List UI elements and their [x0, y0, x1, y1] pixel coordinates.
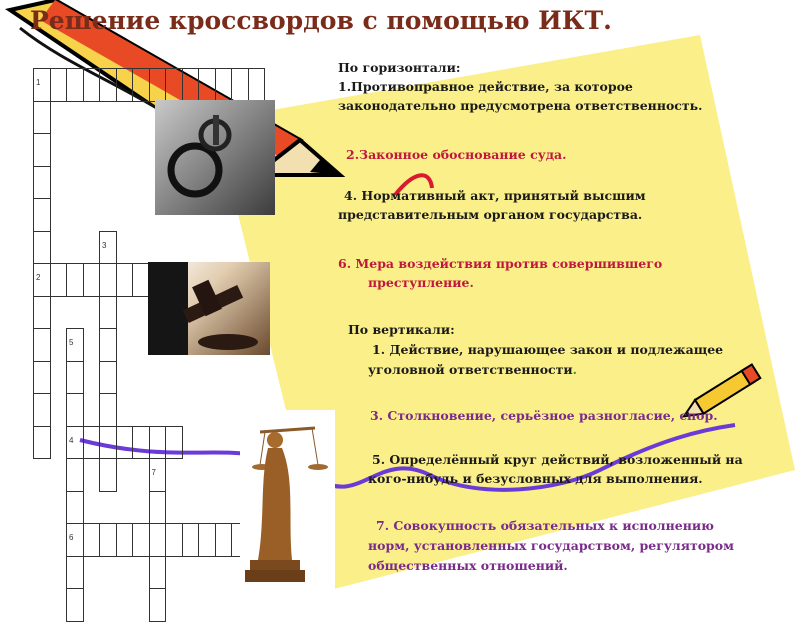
- down-clue-1-line2-text: уголовной ответственности: [368, 362, 573, 377]
- crossword-cell: [50, 263, 68, 297]
- crossword-cell: [33, 393, 51, 427]
- crossword-cell: [66, 393, 84, 427]
- crossword-cell: [66, 491, 84, 525]
- crossword-number: 6: [69, 533, 74, 542]
- down-clue-7-line1: 7. Совокупность обязательных к исполнению: [376, 518, 714, 533]
- across-clue-4-line2: представительным органом государства.: [338, 207, 643, 222]
- crossword-cell: [99, 68, 117, 102]
- crossword-cell: [149, 68, 167, 102]
- themis-statue-photo: [240, 410, 335, 595]
- crossword-number: 2: [36, 273, 41, 282]
- across-clue-4-line1: 4. Нормативный акт, принятый высшим: [344, 188, 646, 203]
- crossword-number: 5: [69, 338, 74, 347]
- across-heading: По горизонтали:: [338, 60, 461, 75]
- crossword-cell: [99, 361, 117, 395]
- crossword-cell: [116, 523, 134, 557]
- crossword-number: 7: [151, 468, 156, 477]
- handcuffs-photo: [155, 100, 275, 215]
- crossword-cell: [83, 263, 101, 297]
- crossword-cell: [182, 523, 200, 557]
- across-clue-1-line2: законодательно предусмотрена ответственность.: [338, 98, 703, 113]
- crossword-cell: [231, 68, 249, 102]
- crossword-cell: [33, 198, 51, 232]
- crossword-cell: [99, 523, 117, 557]
- crossword-cell: [66, 458, 84, 492]
- crossword-cell: [33, 133, 51, 167]
- crossword-cell: [33, 231, 51, 265]
- crossword-cell: [99, 296, 117, 330]
- down-clue-1-tail: .: [572, 362, 578, 377]
- crossword-number: 4: [69, 435, 74, 445]
- down-clue-1-line1: 1. Действие, нарушающее закон и подлежащее: [372, 342, 724, 357]
- crossword-cell: [182, 68, 200, 102]
- down-clue-7-line2: норм, установленных государством, регулятором: [368, 538, 734, 553]
- crossword-cell: [149, 523, 167, 557]
- across-clue-1-line1: 1.Противоправное действие, за которое: [338, 79, 633, 94]
- crossword-cell: [198, 68, 216, 102]
- crossword-cell: [99, 393, 117, 427]
- down-clue-3: 3. Столкновение, серьёзное разногласие, спор.: [370, 408, 718, 423]
- crossword-cell: [99, 328, 117, 362]
- crossword-cell: [33, 101, 51, 135]
- crossword-cell: [50, 68, 68, 102]
- crossword-cell: [83, 523, 101, 557]
- down-heading: По вертикали:: [348, 322, 455, 337]
- across-clue-6-line2: преступление.: [368, 275, 474, 290]
- crossword-cell: [99, 426, 117, 460]
- crossword-cell: [83, 426, 101, 460]
- crossword-cell: [198, 523, 216, 557]
- crossword-cell: [215, 523, 233, 557]
- crossword-cell: [33, 166, 51, 200]
- crossword-cell: [33, 296, 51, 330]
- crossword-cell: [132, 68, 150, 102]
- crossword-cell: [132, 263, 150, 297]
- crossword-cell: [165, 68, 183, 102]
- crossword-cell: [248, 68, 266, 102]
- crossword-cell: [132, 523, 150, 557]
- crossword-cell: [165, 426, 183, 460]
- crossword-cell: [149, 556, 167, 590]
- crossword-cell: [66, 556, 84, 590]
- crossword-cell: [33, 361, 51, 395]
- across-clue-2: 2.Законное обоснование суда.: [346, 147, 567, 162]
- crossword-cell: [99, 263, 117, 297]
- crossword-cell: [116, 426, 134, 460]
- down-clue-7-line3: общественных отношений.: [368, 558, 568, 573]
- crossword-number: 3: [102, 240, 107, 250]
- crossword-cell: [132, 426, 150, 460]
- slide-title: Решение кроссвордов с помощью ИКТ.: [30, 6, 612, 35]
- crossword-cell: [66, 68, 84, 102]
- crossword-cell: [66, 588, 84, 622]
- across-clue-6-line1: 6. Мера воздействия против совершившего: [338, 256, 663, 271]
- crossword-cell: [66, 361, 84, 395]
- crossword-cell: [165, 523, 183, 557]
- down-clue-5-line1: 5. Определённый круг действий, возложенный на: [372, 452, 743, 467]
- crossword-cell: [83, 68, 101, 102]
- crossword-cell: [33, 328, 51, 362]
- crossword-cell: [99, 458, 117, 492]
- crossword-cell: [215, 68, 233, 102]
- crossword-cell: [149, 588, 167, 622]
- crossword-cell: [33, 426, 51, 460]
- crossword-cell: [116, 68, 134, 102]
- down-clue-1-line2: [368, 360, 577, 379]
- down-clue-5-line2: кого-нибудь и безусловных для выполнения.: [368, 471, 703, 486]
- crossword-cell: [149, 491, 167, 525]
- crossword-cell: [116, 263, 134, 297]
- gavel-photo: [148, 262, 270, 355]
- crossword-cell: [149, 426, 167, 460]
- crossword-number: 1: [36, 78, 41, 87]
- crossword-cell: [66, 263, 84, 297]
